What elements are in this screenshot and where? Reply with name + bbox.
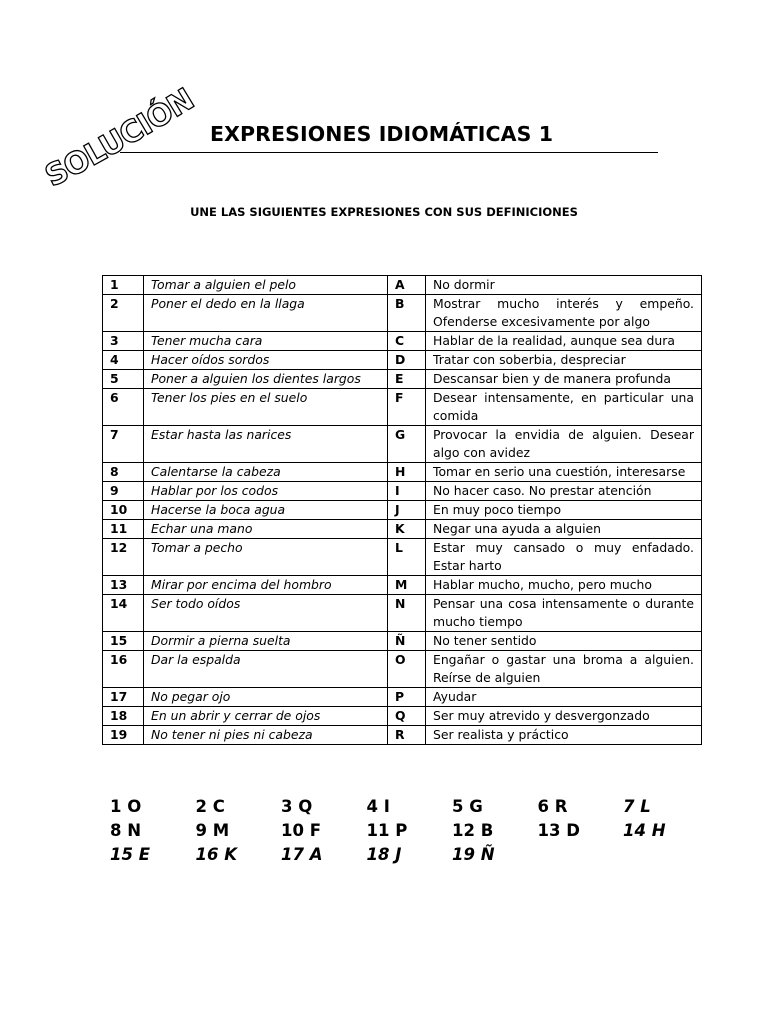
answer-pair: 14 H <box>623 821 666 840</box>
title-underline <box>120 152 658 153</box>
definition-letter: J <box>388 501 426 520</box>
definition-cell: Desear intensamente, en particular una comida <box>426 389 702 426</box>
table-row <box>103 595 702 632</box>
row-number: 18 <box>103 707 144 726</box>
expression-cell: En un abrir y cerrar de ojos <box>144 707 388 726</box>
definition-letter: I <box>388 482 426 501</box>
expression-cell: Dormir a pierna suelta <box>144 632 388 651</box>
table-row <box>103 651 702 688</box>
expression-cell: Mirar por encima del hombro <box>144 576 388 595</box>
definition-letter: E <box>388 370 426 389</box>
definition-cell: Estar muy cansado o muy enfadado. Estar harto <box>426 539 702 576</box>
definition-cell: No dormir <box>426 276 702 295</box>
definition-cell: Ser realista y práctico <box>426 726 702 745</box>
definition-cell: Hablar de la realidad, aunque sea dura <box>426 332 702 351</box>
row-number: 10 <box>103 501 144 520</box>
answer-pair: 16 K <box>195 845 237 864</box>
answer-pair: 9 M <box>195 821 230 840</box>
table-row <box>103 389 702 426</box>
table-row <box>103 707 702 726</box>
answer-pair: 8 N <box>110 821 142 840</box>
row-number: 14 <box>103 595 144 632</box>
answer-pair: 10 F <box>281 821 321 840</box>
table-row <box>103 295 702 332</box>
answer-pair: 3 Q <box>281 797 313 816</box>
row-number: 11 <box>103 520 144 539</box>
row-number: 8 <box>103 463 144 482</box>
definition-letter: L <box>388 539 426 576</box>
table-row <box>103 576 702 595</box>
table-row <box>103 539 702 576</box>
answer-pair: 4 I <box>366 797 390 816</box>
definition-letter: N <box>388 595 426 632</box>
table-row <box>103 726 702 745</box>
table-row <box>103 482 702 501</box>
definition-cell: En muy poco tiempo <box>426 501 702 520</box>
answer-pair: 7 L <box>623 797 651 816</box>
table-row <box>103 276 702 295</box>
matching-rows <box>103 276 702 745</box>
expression-cell: Poner a alguien los dientes largos <box>144 370 388 389</box>
expression-cell: Tomar a alguien el pelo <box>144 276 388 295</box>
answer-pair: 12 B <box>452 821 494 840</box>
answer-pair: 18 J <box>366 845 402 864</box>
solucion-stamp <box>38 82 200 195</box>
row-number: 15 <box>103 632 144 651</box>
page-title: EXPRESIONES IDIOMÁTICAS 1 <box>210 122 554 146</box>
definition-letter: H <box>388 463 426 482</box>
expression-cell: Echar una mano <box>144 520 388 539</box>
row-number: 13 <box>103 576 144 595</box>
table-row <box>103 370 702 389</box>
row-number: 4 <box>103 351 144 370</box>
row-number: 6 <box>103 389 144 426</box>
row-number: 9 <box>103 482 144 501</box>
definition-cell: Mostrar mucho interés y empeño. Ofenderse excesivamente por algo <box>426 295 702 332</box>
answer-pair: 13 D <box>537 821 580 840</box>
definition-letter: Q <box>388 707 426 726</box>
expression-cell: Tener los pies en el suelo <box>144 389 388 426</box>
definition-letter: P <box>388 688 426 707</box>
answer-pair: 17 A <box>281 845 323 864</box>
definition-cell: Negar una ayuda a alguien <box>426 520 702 539</box>
stamp-text: SOLUCIÓN <box>39 82 200 195</box>
definition-letter: O <box>388 651 426 688</box>
definition-cell: Tratar con soberbia, despreciar <box>426 351 702 370</box>
expression-cell: Hacer oídos sordos <box>144 351 388 370</box>
definition-cell: Hablar mucho, mucho, pero mucho <box>426 576 702 595</box>
table-row <box>103 688 702 707</box>
expression-cell: Poner el dedo en la llaga <box>144 295 388 332</box>
table-row <box>103 463 702 482</box>
table-row <box>103 351 702 370</box>
answer-key <box>110 795 709 867</box>
row-number: 16 <box>103 651 144 688</box>
definition-letter: B <box>388 295 426 332</box>
definition-cell: Tomar en serio una cuestión, interesarse <box>426 463 702 482</box>
definition-letter: G <box>388 426 426 463</box>
table-row <box>103 332 702 351</box>
definition-cell: Ser muy atrevido y desvergonzado <box>426 707 702 726</box>
instructions: UNE LAS SIGUIENTES EXPRESIONES CON SUS DEFINICIONES <box>190 205 578 219</box>
row-number: 2 <box>103 295 144 332</box>
definition-cell: Provocar la envidia de alguien. Desear algo con avidez <box>426 426 702 463</box>
row-number: 1 <box>103 276 144 295</box>
table-row <box>103 520 702 539</box>
answer-pair: 5 G <box>452 797 483 816</box>
expression-cell: No tener ni pies ni cabeza <box>144 726 388 745</box>
row-number: 17 <box>103 688 144 707</box>
table-row <box>103 632 702 651</box>
definition-letter: Ñ <box>388 632 426 651</box>
definition-cell: Pensar una cosa intensamente o durante mucho tiempo <box>426 595 702 632</box>
expression-cell: Estar hasta las narices <box>144 426 388 463</box>
definition-letter: K <box>388 520 426 539</box>
answer-pair: 6 R <box>537 797 568 816</box>
row-number: 19 <box>103 726 144 745</box>
definition-letter: D <box>388 351 426 370</box>
expression-cell: No pegar ojo <box>144 688 388 707</box>
table-row <box>103 426 702 463</box>
definition-letter: R <box>388 726 426 745</box>
answer-pair: 19 Ñ <box>452 845 495 864</box>
expression-cell: Ser todo oídos <box>144 595 388 632</box>
table-row <box>103 501 702 520</box>
row-number: 7 <box>103 426 144 463</box>
answer-pair: 11 P <box>366 821 408 840</box>
matching-table <box>102 275 702 745</box>
expression-cell: Calentarse la cabeza <box>144 463 388 482</box>
expression-cell: Tener mucha cara <box>144 332 388 351</box>
answer-pair: 15 E <box>110 845 150 864</box>
definition-cell: No hacer caso. No prestar atención <box>426 482 702 501</box>
expression-cell: Hacerse la boca agua <box>144 501 388 520</box>
row-number: 3 <box>103 332 144 351</box>
expression-cell: Dar la espalda <box>144 651 388 688</box>
definition-letter: M <box>388 576 426 595</box>
definition-letter: A <box>388 276 426 295</box>
definition-letter: F <box>388 389 426 426</box>
definition-cell: Descansar bien y de manera profunda <box>426 370 702 389</box>
expression-cell: Hablar por los codos <box>144 482 388 501</box>
definition-letter: C <box>388 332 426 351</box>
row-number: 12 <box>103 539 144 576</box>
row-number: 5 <box>103 370 144 389</box>
answer-pair: 1 O <box>110 797 142 816</box>
definition-cell: Ayudar <box>426 688 702 707</box>
definition-cell: Engañar o gastar una broma a alguien. Reírse de alguien <box>426 651 702 688</box>
expression-cell: Tomar a pecho <box>144 539 388 576</box>
definition-cell: No tener sentido <box>426 632 702 651</box>
answer-pair: 2 C <box>195 797 225 816</box>
